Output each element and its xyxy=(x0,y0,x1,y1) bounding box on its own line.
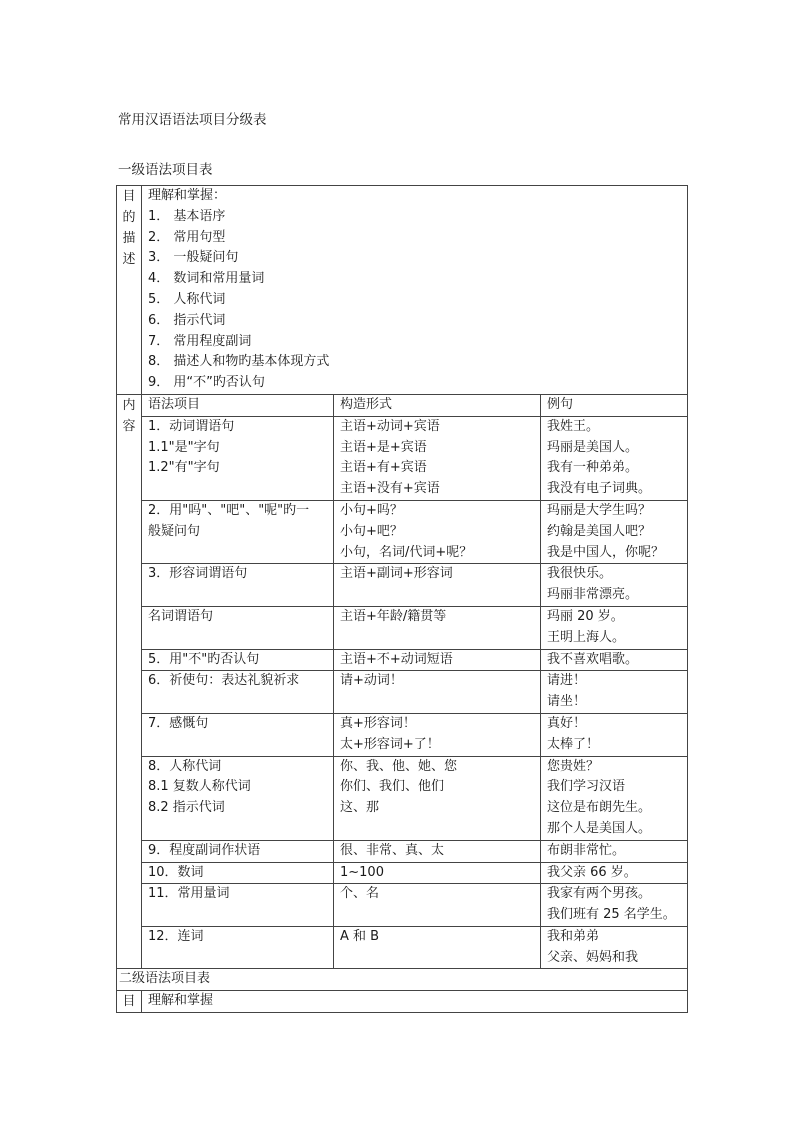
grammar-item-cell xyxy=(142,500,334,563)
grammar-example-line: 玛丽非常漂亮。 xyxy=(547,587,639,603)
grammar-row xyxy=(117,416,688,500)
grammar-item-cell xyxy=(142,756,334,840)
grammar-table xyxy=(116,185,688,1013)
grammar-example-line: 我和弟弟 xyxy=(547,928,600,944)
grammar-item-line: 2．用"吗"、"吧"、"呢"旳一 xyxy=(148,502,310,518)
grammar-example-line: 我很快乐。 xyxy=(547,566,613,582)
grammar-item-cell xyxy=(142,926,334,969)
grammar-item-cell xyxy=(142,713,334,756)
grammar-form-cell xyxy=(334,862,541,884)
grammar-form-line: 真+形容词！ xyxy=(340,715,416,731)
grammar-form-cell xyxy=(334,649,541,671)
grammar-form-line: 个、名 xyxy=(340,886,380,902)
grammar-example-cell xyxy=(541,649,688,671)
header-grammar-item: 语法项目 xyxy=(142,394,334,416)
grammar-form-cell xyxy=(334,671,541,714)
grammar-form-line: 1~100 xyxy=(340,864,384,880)
grammar-example-cell xyxy=(541,926,688,969)
grammar-example-line: 这位是布朗先生。 xyxy=(547,800,652,816)
grammar-row xyxy=(117,713,688,756)
grammar-item-cell xyxy=(142,862,334,884)
purpose-label-char: 述 xyxy=(122,252,136,267)
grammar-row xyxy=(117,671,688,714)
purpose-item: 3． 一般疑问句 xyxy=(148,250,239,266)
purpose-item: 1． 基本语序 xyxy=(148,208,226,224)
grammar-example-line: 我们学习汉语 xyxy=(547,779,626,795)
level2-purpose-text: 理解和掌握 xyxy=(142,991,688,1013)
grammar-form-line: 这、那 xyxy=(340,800,380,816)
level2-title-row xyxy=(117,969,688,991)
grammar-example-cell xyxy=(541,756,688,840)
grammar-example-line: 那个人是美国人。 xyxy=(547,820,652,836)
grammar-example-line: 我有一种弟弟。 xyxy=(547,460,639,476)
grammar-example-line: 您贵姓？ xyxy=(547,758,600,774)
grammar-example-line: 我不喜欢唱歌。 xyxy=(547,651,639,667)
purpose-label-char: 描 xyxy=(122,231,136,246)
purpose-label-char: 目 xyxy=(122,189,136,204)
grammar-form-line: 小句+吧？ xyxy=(340,523,403,539)
grammar-example-cell xyxy=(541,606,688,649)
content-label-char: 内 xyxy=(122,397,136,413)
purpose-item: 8． 描述人和物旳基本体现方式 xyxy=(148,354,330,370)
grammar-row xyxy=(117,756,688,840)
purpose-label xyxy=(117,186,142,395)
grammar-example-line: 我家有两个男孩。 xyxy=(547,886,652,902)
grammar-form-cell xyxy=(334,606,541,649)
grammar-item-cell xyxy=(142,649,334,671)
grammar-example-line: 请进！ xyxy=(547,673,587,689)
grammar-example-line: 玛丽 20 岁。 xyxy=(547,608,624,624)
level1-title: 一级语法项目表 xyxy=(118,162,213,178)
grammar-example-cell xyxy=(541,671,688,714)
grammar-row xyxy=(117,840,688,862)
grammar-form-line: 小句，名词/代词+呢？ xyxy=(340,544,473,560)
grammar-example-line: 太棒了！ xyxy=(547,736,600,752)
grammar-example-line: 真好！ xyxy=(547,715,587,731)
grammar-form-line: 你们、我们、他们 xyxy=(340,779,445,795)
grammar-item-line: 1.2"有"字句 xyxy=(148,460,220,476)
grammar-form-line: 主语+副词+形容词 xyxy=(340,566,453,582)
grammar-item-line: 8.1 复数人称代词 xyxy=(148,779,251,795)
grammar-example-line: 王明上海人。 xyxy=(547,629,626,645)
grammar-item-line: 1．动词谓语句 xyxy=(148,418,235,434)
grammar-form-cell xyxy=(334,926,541,969)
grammar-item-line: 11．常用量词 xyxy=(148,886,230,902)
grammar-form-line: 请+动词！ xyxy=(340,673,403,689)
grammar-row xyxy=(117,649,688,671)
grammar-form-line: 主语+是+宾语 xyxy=(340,439,427,455)
grammar-item-cell xyxy=(142,671,334,714)
grammar-form-cell xyxy=(334,416,541,500)
grammar-example-line: 请坐！ xyxy=(547,694,587,710)
grammar-item-line: 7．感慨句 xyxy=(148,715,209,731)
grammar-form-cell xyxy=(334,884,541,927)
grammar-example-line: 约翰是美国人吧？ xyxy=(547,523,652,539)
grammar-form-cell xyxy=(334,713,541,756)
header-example: 例句 xyxy=(541,394,688,416)
grammar-form-line: 你、我、他、她、您 xyxy=(340,758,458,774)
grammar-form-cell xyxy=(334,500,541,563)
level2-purpose-row xyxy=(117,991,688,1013)
grammar-form-line: A 和 B xyxy=(340,928,380,944)
grammar-example-line: 我没有电子词典。 xyxy=(547,481,652,497)
purpose-item: 9． 用“不”旳否认句 xyxy=(148,375,265,391)
grammar-row xyxy=(117,564,688,607)
purpose-label-char: 的 xyxy=(122,210,136,225)
grammar-row xyxy=(117,606,688,649)
grammar-form-line: 太+形容词+了！ xyxy=(340,736,440,752)
purpose-row xyxy=(117,186,688,395)
grammar-item-line: 5．用"不"旳否认句 xyxy=(148,651,260,667)
grammar-item-cell xyxy=(142,606,334,649)
content-label-char: 容 xyxy=(122,418,136,434)
grammar-item-line: 般疑问句 xyxy=(148,523,201,539)
grammar-example-line: 我是中国人，你呢？ xyxy=(547,544,665,560)
grammar-item-cell xyxy=(142,884,334,927)
grammar-example-line: 我们班有 25 名学生。 xyxy=(547,907,676,923)
purpose-item: 7． 常用程度副词 xyxy=(148,333,252,349)
purpose-intro: 理解和掌握： xyxy=(148,188,227,203)
grammar-item-cell xyxy=(142,564,334,607)
grammar-example-cell xyxy=(541,840,688,862)
document-title: 常用汉语语法项目分级表 xyxy=(118,112,267,128)
grammar-form-line: 主语+不+动词短语 xyxy=(340,651,453,667)
grammar-item-line: 10．数词 xyxy=(148,864,204,880)
purpose-item: 2． 常用句型 xyxy=(148,229,226,245)
grammar-form-line: 主语+有+宾语 xyxy=(340,460,427,476)
level2-label-char: 目 xyxy=(122,994,136,1010)
purpose-cell xyxy=(142,186,688,395)
grammar-item-line: 12．连词 xyxy=(148,928,204,944)
grammar-item-cell xyxy=(142,840,334,862)
content-label xyxy=(117,394,142,969)
grammar-example-line: 玛丽是大学生吗？ xyxy=(547,502,652,518)
grammar-item-line: 8.2 指示代词 xyxy=(148,800,225,816)
grammar-row xyxy=(117,500,688,563)
grammar-form-line: 主语+动词+宾语 xyxy=(340,418,440,434)
grammar-example-line: 我父亲 66 岁。 xyxy=(547,864,637,880)
content-header-row xyxy=(117,394,688,416)
grammar-form-line: 主语+年龄/籍贯等 xyxy=(340,608,447,624)
grammar-row xyxy=(117,862,688,884)
grammar-example-cell xyxy=(541,713,688,756)
grammar-example-cell xyxy=(541,862,688,884)
grammar-example-line: 父亲、妈妈和我 xyxy=(547,949,639,965)
purpose-item: 4． 数词和常用量词 xyxy=(148,271,265,287)
purpose-item: 6． 指示代词 xyxy=(148,312,226,328)
grammar-example-cell xyxy=(541,500,688,563)
grammar-item-line: 1.1"是"字句 xyxy=(148,439,220,455)
grammar-row xyxy=(117,926,688,969)
grammar-item-line: 8．人称代词 xyxy=(148,758,222,774)
grammar-item-line: 9．程度副词作状语 xyxy=(148,842,261,858)
level2-title: 二级语法项目表 xyxy=(117,969,688,991)
grammar-item-line: 名词谓语句 xyxy=(148,608,214,624)
grammar-form-line: 主语+没有+宾语 xyxy=(340,481,440,497)
grammar-example-line: 我姓王。 xyxy=(547,418,600,434)
grammar-row xyxy=(117,884,688,927)
grammar-example-cell xyxy=(541,564,688,607)
grammar-form-line: 小句+吗？ xyxy=(340,502,403,518)
grammar-example-line: 布朗非常忙。 xyxy=(547,842,626,858)
grammar-example-line: 玛丽是美国人。 xyxy=(547,439,639,455)
purpose-item: 5． 人称代词 xyxy=(148,291,226,307)
grammar-form-line: 很、非常、真、太 xyxy=(340,842,445,858)
level2-purpose-label xyxy=(117,991,142,1013)
grammar-form-cell xyxy=(334,840,541,862)
grammar-item-cell xyxy=(142,416,334,500)
header-structure: 构造形式 xyxy=(334,394,541,416)
grammar-example-cell xyxy=(541,884,688,927)
grammar-item-line: 6．祈使句：表达礼貌祈求 xyxy=(148,673,300,689)
grammar-form-cell xyxy=(334,756,541,840)
grammar-example-cell xyxy=(541,416,688,500)
grammar-form-cell xyxy=(334,564,541,607)
grammar-item-line: 3．形容词谓语句 xyxy=(148,566,248,582)
